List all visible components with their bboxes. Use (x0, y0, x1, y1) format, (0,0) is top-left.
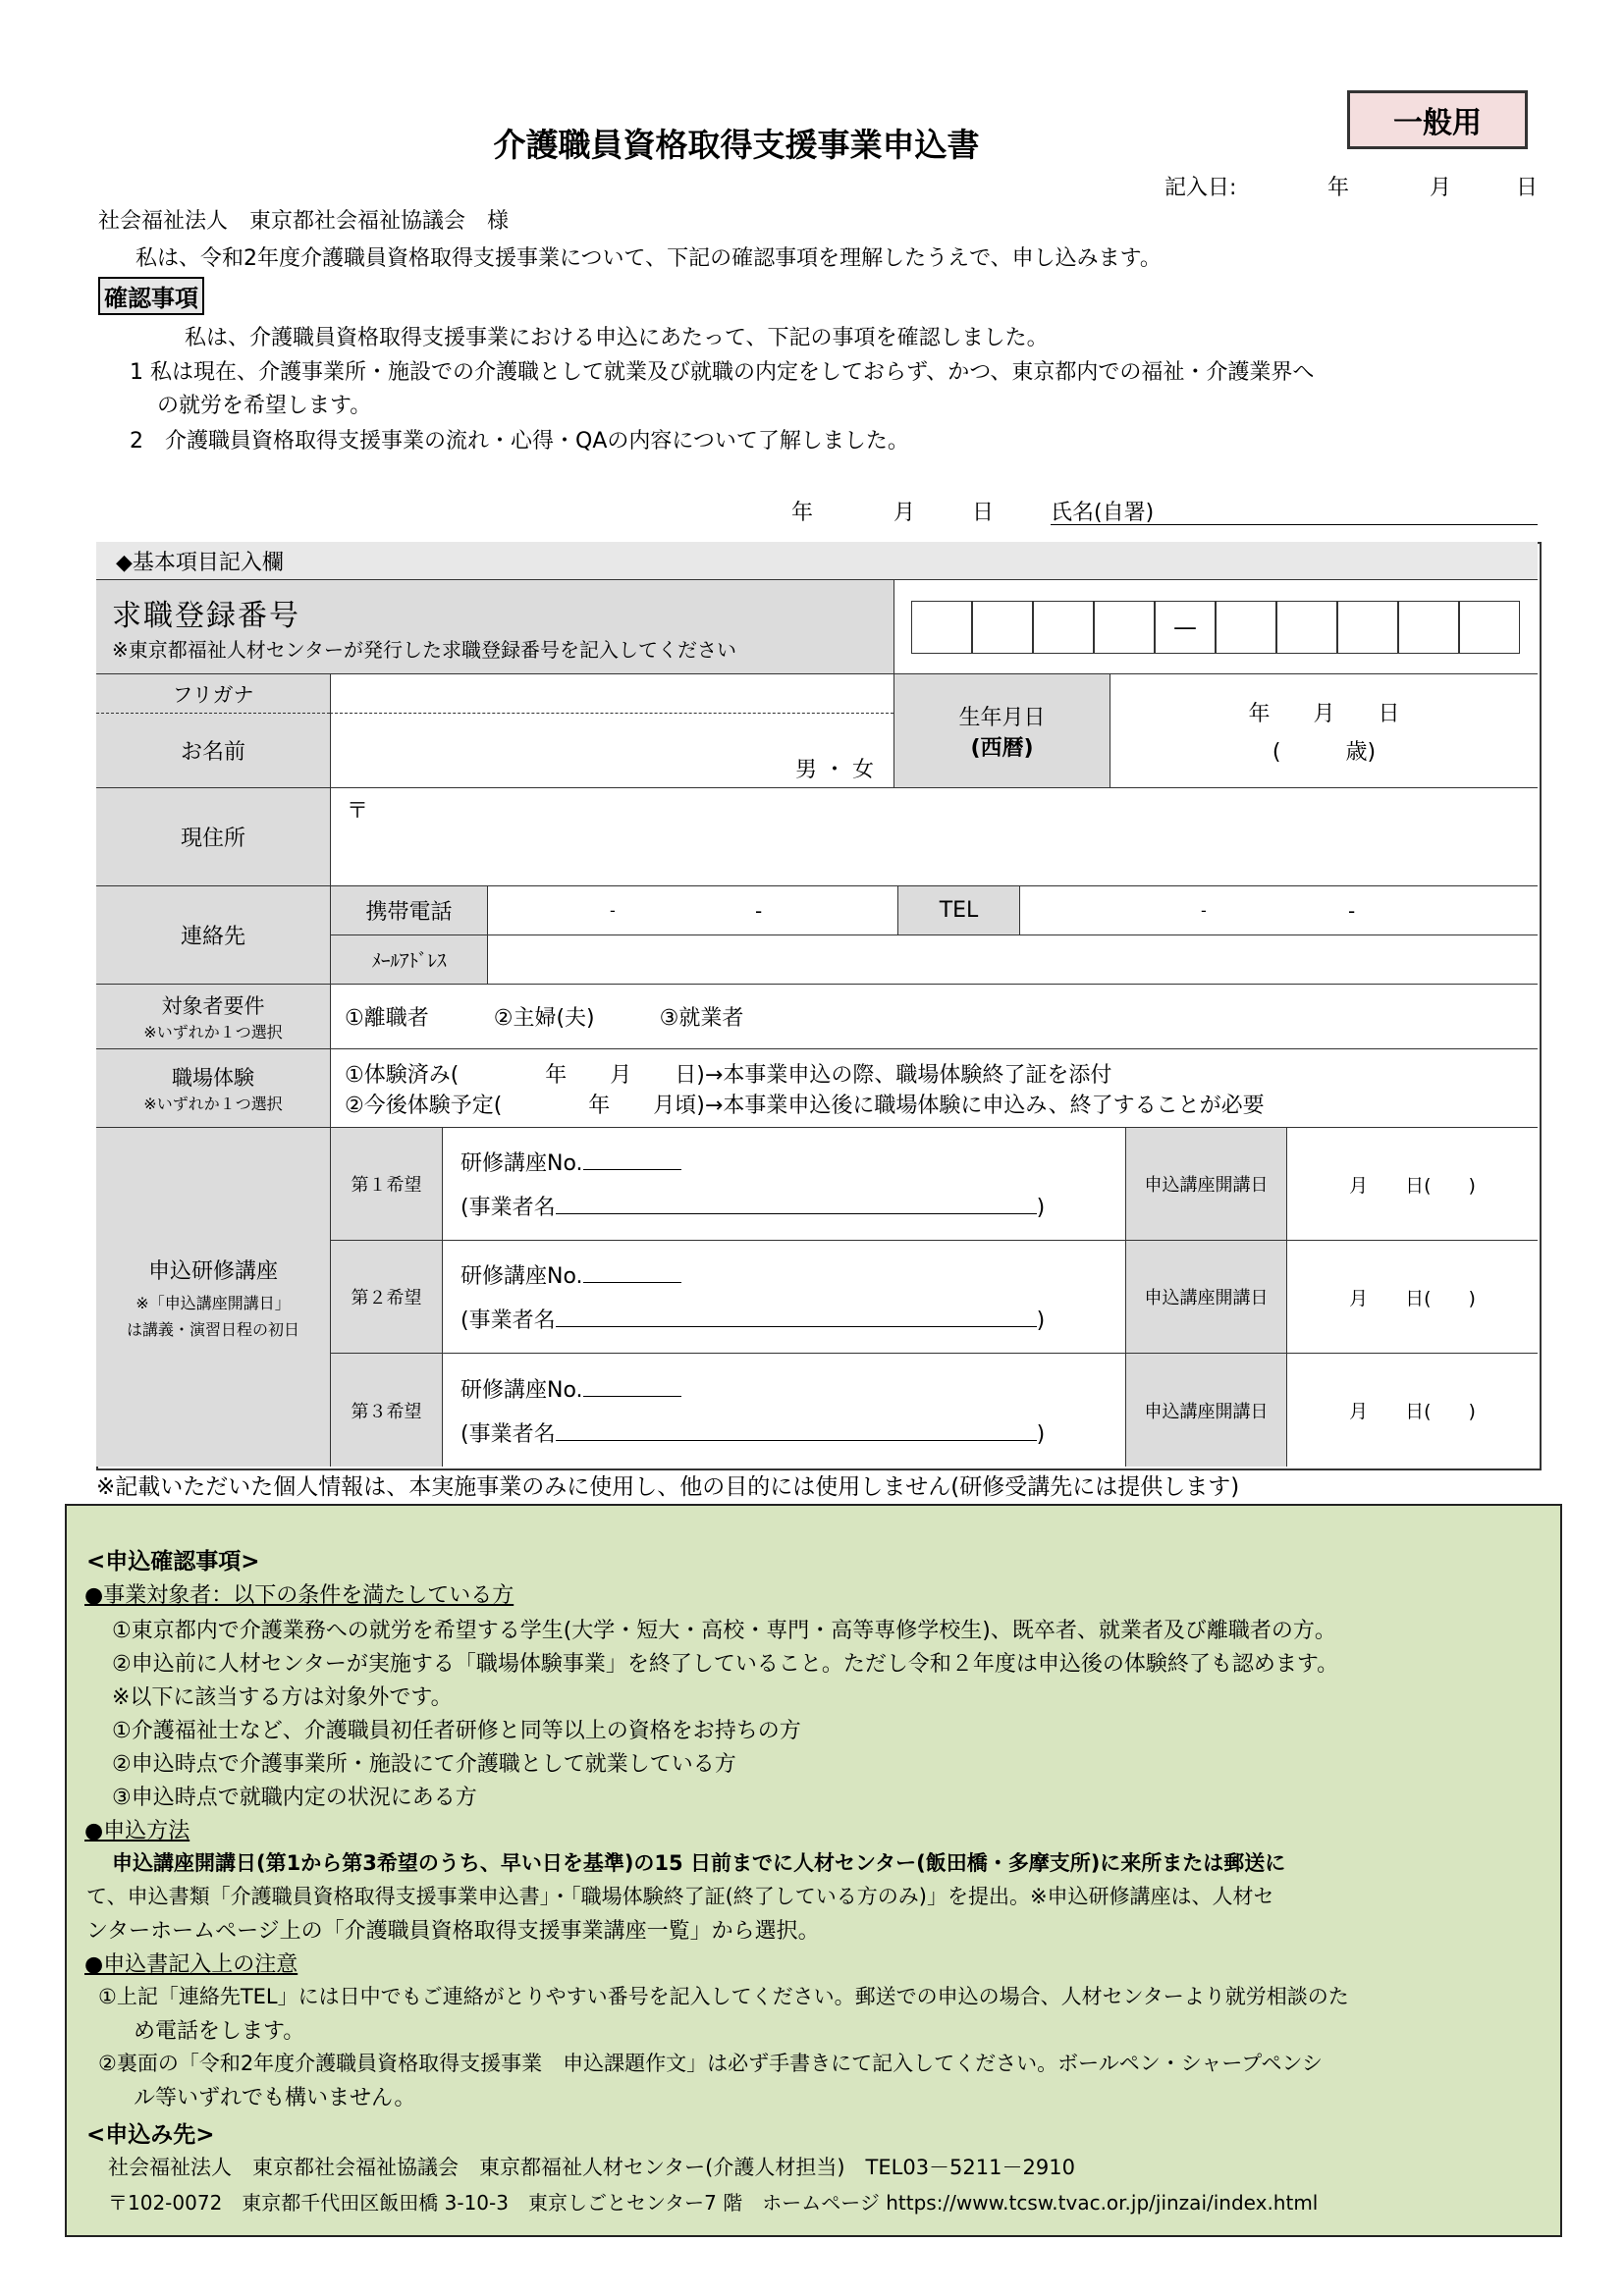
info-method-heading: ●申込方法 (84, 1819, 190, 1843)
job-reg-digit-8[interactable] (1398, 601, 1459, 654)
choice-2-company-label: (事業者名 (460, 1308, 556, 1333)
choice-3-date-label-cell (1125, 1353, 1286, 1467)
job-reg-digit-7[interactable] (1337, 601, 1398, 654)
privacy-note: ※記載いただいた個人情報は、本実施事業のみに使用し、他の目的には使用しません(研修受講先には提供します) (96, 1474, 1240, 1500)
gender-select[interactable]: 男 ・ 女 (795, 758, 874, 782)
contact-label-cell (96, 885, 330, 984)
choice-3-company-field[interactable] (556, 1440, 1037, 1441)
addressee: 社会福祉法人 東京都社会福祉協議会 様 (98, 209, 510, 234)
choice-1-date-cell[interactable] (1286, 1127, 1538, 1240)
choice-2-company-field[interactable] (556, 1326, 1037, 1327)
choice-1-course-cell[interactable] (442, 1127, 1125, 1240)
choice-1-date-label-cell (1125, 1127, 1286, 1240)
tel-label: TEL (939, 898, 979, 923)
email-label-cell (330, 934, 487, 984)
choice-2-course-no (460, 1259, 681, 1290)
choice-3-date-cell[interactable] (1286, 1353, 1538, 1467)
info-target-item-4: ①介護福祉士など、介護職員初任者研修と同等以上の資格をお持ちの方 (112, 1719, 801, 1743)
page-title: 介護職員資格取得支援事業申込書 (493, 126, 980, 164)
entry-date-label: 記入日: (1164, 176, 1237, 200)
address-label-cell (96, 787, 330, 885)
choice-3-label: 第３希望 (351, 1401, 422, 1422)
info-method-line-2: て、申込書類「介護職員資格取得支援事業申込書」・「職場体験終了証(終了している方のみ)」を提出。※申込研修講座は、人材セ (86, 1885, 1274, 1908)
signature-day: 日 (972, 501, 995, 525)
course-note-2: は講義・演習日程の初日 (126, 1320, 299, 1339)
info-method-line-1: 申込講座開講日(第1から第3希望のうち、早い日を基準)の15 日前までに人材センター(飯田橋・多摩支所)に来所または郵送に (112, 1851, 1286, 1875)
birth-label-western: (西暦) (970, 735, 1034, 761)
info-contact-line-2: 〒102-0072 東京都千代田区飯田橋 3-10-3 東京しごとセンター7 階 ホームページ https://www.tcsw.tvac.or.jp/jinzai/index.html (108, 2191, 1319, 2215)
info-target-item-1: ①東京都内で介護業務への就労を希望する学生(大学・短大・高校・専門・高等専修学校生)、既卒者、就業者及び離職者の方。 (112, 1619, 1336, 1643)
choice-3-company (460, 1417, 1045, 1448)
choice-3-date-label: 申込講座開講日 (1144, 1401, 1269, 1422)
job-reg-label: 求職登録番号 (112, 599, 300, 633)
entry-date-year: 年 (1327, 176, 1350, 200)
choice-2-date-label: 申込講座開講日 (1144, 1288, 1269, 1308)
choice-1-company (460, 1191, 1045, 1221)
mobile-dash-2: - (755, 898, 763, 923)
course-label: 申込研修講座 (147, 1259, 278, 1284)
name-input[interactable] (330, 713, 893, 787)
name-label-cell (96, 713, 330, 787)
confirm-heading: 確認事項 (98, 277, 204, 315)
info-notes-line-4: ル等いずれでも構いません。 (134, 2086, 416, 2110)
target-label: 対象者要件 (161, 994, 265, 1018)
experience-option-1[interactable]: ①体験済み( 年 月 日)→本事業申込の際、職場体験終了証を添付 (345, 1062, 1112, 1088)
postal-mark: 〒 (347, 799, 369, 824)
name-label: お名前 (180, 740, 245, 765)
choice-2-company (460, 1304, 1045, 1334)
info-method-line-3: ンターホームページ上の「介護職員資格取得支援事業講座一覧」から選択。 (86, 1919, 820, 1944)
info-heading: <申込確認事項> (86, 1549, 260, 1575)
target-options[interactable]: ①離職者 ②主婦(夫) ③就業者 (345, 1006, 744, 1031)
choice-1-course-no-label: 研修講座No. (460, 1151, 583, 1176)
choice-1-company-label: (事業者名 (460, 1196, 556, 1220)
email-label: ﾒｰﾙｱﾄﾞﾚｽ (371, 950, 447, 972)
choice-3-label-cell (330, 1353, 442, 1467)
tel-dash-1: - (1201, 901, 1207, 920)
birth-label: 生年月日 (958, 705, 1046, 730)
birth-input[interactable] (1110, 673, 1538, 787)
experience-label-cell (96, 1048, 330, 1127)
target-label-cell (96, 984, 330, 1048)
choice-1-label: 第１希望 (351, 1175, 422, 1196)
birth-label-cell (893, 673, 1110, 787)
choice-3-course-no-label: 研修講座No. (460, 1377, 583, 1403)
job-reg-dash: — (1155, 601, 1216, 654)
entry-date-day: 日 (1516, 176, 1539, 200)
job-reg-note: ※東京都福祉人材センターが発行した求職登録番号を記入してください (112, 638, 736, 662)
furigana-label-cell (96, 673, 330, 713)
choice-3-company-label: (事業者名 (460, 1421, 556, 1447)
job-reg-digit-3[interactable] (1033, 601, 1094, 654)
section-header-text: ◆基本項目記入欄 (116, 550, 284, 575)
info-notes-line-1: ①上記「連絡先TEL」には日中でもご連絡がとりやすい番号を記入してください。郵送での申込の場合、人材センターより就労相談のた (98, 1985, 1349, 2008)
choice-3-course-cell[interactable] (442, 1353, 1125, 1467)
choice-2-course-no-field[interactable] (583, 1282, 681, 1283)
entry-date-month: 月 (1430, 176, 1452, 200)
form-type-badge: 一般用 (1347, 90, 1528, 149)
choice-2-date-label-cell (1125, 1240, 1286, 1353)
choice-1-company-field[interactable] (556, 1213, 1037, 1214)
birth-ymd: 年 月 日 (1248, 701, 1400, 726)
signature-year: 年 (791, 501, 814, 525)
info-target-heading: ●事業対象者：以下の条件を満たしている方 (84, 1583, 514, 1608)
choice-1-course-no (460, 1147, 681, 1177)
experience-options-cell[interactable] (330, 1048, 1538, 1127)
choice-2-label-cell (330, 1240, 442, 1353)
choice-2-date-cell[interactable] (1286, 1240, 1538, 1353)
experience-label: 職場体験 (172, 1066, 254, 1090)
choice-1-label-cell (330, 1127, 442, 1240)
job-reg-digit-9[interactable] (1459, 601, 1520, 654)
job-reg-digit-4[interactable] (1094, 601, 1155, 654)
target-options-cell[interactable] (330, 984, 1538, 1048)
mobile-dash-1: - (610, 901, 616, 920)
confirm-item1-line1: 1 私は現在、介護事業所・施設での介護職として就業及び就職の内定をしておらず、かつ、東京都内での福祉・介護業界へ (130, 360, 1315, 385)
tel-label-cell (897, 885, 1019, 934)
tel-dash-2: - (1348, 898, 1356, 923)
experience-option-2[interactable]: ②今後体験予定( 年 月頃)→本事業申込後に職場体験に申込み、終了することが必要 (345, 1093, 1265, 1118)
section-header (96, 542, 1538, 579)
info-notes-heading: ●申込書記入上の注意 (84, 1952, 298, 1977)
email-input[interactable] (487, 934, 1538, 984)
choice-3-company-close: ) (1036, 1421, 1046, 1447)
choice-2-label: 第２希望 (351, 1288, 422, 1308)
choice-3-course-no-field[interactable] (583, 1396, 681, 1397)
signature-name-label: 氏名(自署) (1051, 501, 1155, 525)
course-label-cell (96, 1127, 330, 1467)
info-target-item-2: ②申込前に人材センターが実施する「職場体験事業」を終了していること。ただし令和２年度は申込後の体験終了も認めます。 (112, 1652, 1339, 1677)
choice-1-course-no-field[interactable] (583, 1169, 681, 1170)
info-target-item-5: ②申込時点で介護事業所・施設にて介護職として就業している方 (112, 1752, 736, 1777)
mobile-input[interactable] (487, 885, 897, 934)
target-note: ※いずれか１つ選択 (143, 1023, 283, 1041)
confirm-item1-line2: の就労を希望します。 (157, 394, 372, 418)
mobile-label: 携帯電話 (365, 900, 453, 925)
signature-month: 月 (893, 501, 916, 525)
info-contact-line-1: 社会福祉法人 東京都社会福祉協議会 東京都福祉人材センター(介護人材担当) TEL03－5211－2910 (108, 2156, 1075, 2179)
birth-age: ( 歳) (1272, 739, 1377, 765)
choice-2-course-cell[interactable] (442, 1240, 1125, 1353)
info-target-item-3: ※以下に該当する方は対象外です。 (112, 1685, 453, 1710)
address-label: 現住所 (180, 827, 245, 851)
tel-input[interactable] (1019, 885, 1538, 934)
info-notes-line-3: ②裏面の「令和2年度介護職員資格取得支援事業 申込課題作文」は必ず手書きにて記入してください。ボールペン・シャープペンシ (98, 2052, 1323, 2075)
choice-1-date-label: 申込講座開講日 (1144, 1175, 1269, 1196)
experience-note: ※いずれか１つ選択 (143, 1095, 283, 1113)
contact-label: 連絡先 (180, 925, 245, 949)
furigana-label: フリガナ (172, 682, 254, 707)
choice-2-course-no-label: 研修講座No. (460, 1264, 583, 1289)
info-notes-line-2: め電話をします。 (134, 2019, 305, 2044)
mobile-label-cell (330, 885, 487, 934)
intro-text: 私は、令和2年度介護職員資格取得支援事業について、下記の確認事項を理解したうえで、申し込みます。 (135, 246, 1162, 271)
choice-2-date: 月 日( ) (1349, 1287, 1476, 1309)
address-input[interactable] (330, 787, 1538, 885)
info-contact-heading: <申込み先> (86, 2122, 215, 2148)
choice-2-company-close: ) (1036, 1308, 1046, 1333)
choice-1-company-close: ) (1036, 1196, 1046, 1220)
confirm-lead: 私は、介護職員資格取得支援事業における申込にあたって、下記の事項を確認しました。 (185, 326, 1049, 350)
job-reg-digit-1[interactable] (911, 601, 972, 654)
choice-1-date: 月 日( ) (1349, 1174, 1476, 1197)
info-target-item-6: ③申込時点で就職内定の状況にある方 (112, 1786, 477, 1810)
job-reg-digit-5[interactable] (1216, 601, 1276, 654)
job-reg-digit-6[interactable] (1276, 601, 1337, 654)
choice-3-course-no (460, 1373, 681, 1404)
signature-line[interactable] (1051, 524, 1538, 525)
course-note-1: ※「申込講座開講日」 (135, 1294, 291, 1312)
job-reg-digit-2[interactable] (972, 601, 1033, 654)
job-reg-label-cell (96, 579, 893, 673)
choice-3-date: 月 日( ) (1349, 1401, 1476, 1422)
confirm-item2: 2 介護職員資格取得支援事業の流れ・心得・QAの内容について了解しました。 (130, 429, 909, 454)
furigana-input[interactable] (330, 673, 893, 713)
